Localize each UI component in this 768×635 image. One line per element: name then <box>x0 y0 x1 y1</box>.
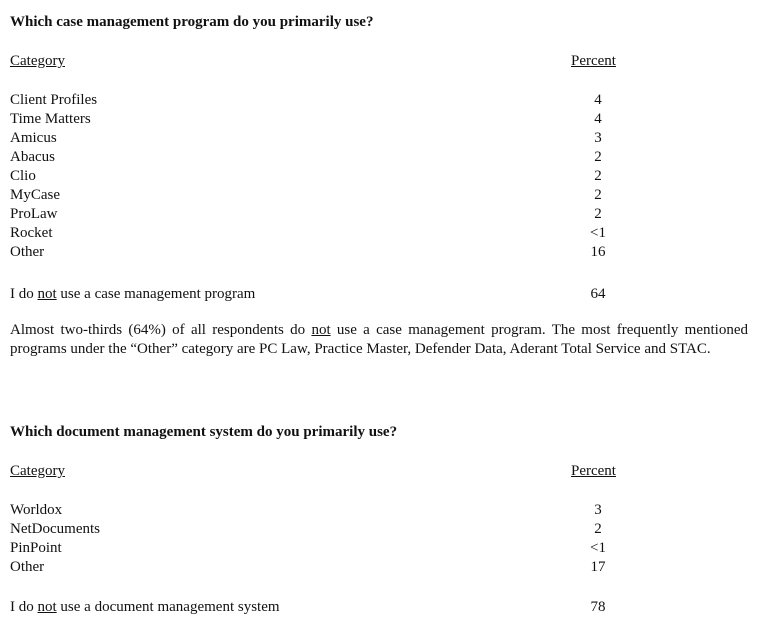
table-row-value: 4 <box>594 111 602 127</box>
question-case-management: Which case management program do you primarily use? <box>10 14 374 30</box>
table-row-label: NetDocuments <box>10 521 100 537</box>
table-row-value: 4 <box>594 92 602 108</box>
no-case-management-label: I do not use a case management program <box>10 286 256 302</box>
table-row-label: Abacus <box>10 149 55 165</box>
table-row-value: 3 <box>594 502 602 518</box>
no-document-management-label: I do not use a document management system <box>10 599 280 615</box>
table-row-label: MyCase <box>10 187 60 203</box>
table-row-label: Time Matters <box>10 111 91 127</box>
percent-header: Percent <box>571 53 616 69</box>
table-row-value: 17 <box>590 559 606 575</box>
table-row-label: Other <box>10 244 45 260</box>
table-row-value: 2 <box>594 168 602 184</box>
category-header: Category <box>10 53 65 69</box>
table-row-label: Worldox <box>10 502 63 518</box>
table-row-value: 2 <box>594 187 602 203</box>
table-row-label: Amicus <box>10 130 57 146</box>
no-case-management-value: 64 <box>590 286 606 302</box>
table-row-value: 3 <box>594 130 602 146</box>
table-row-value: 16 <box>590 244 606 260</box>
table-row-label: Clio <box>10 168 36 184</box>
table-row-value: 2 <box>594 206 602 222</box>
question-document-management: Which document management system do you primarily use? <box>10 424 398 440</box>
table-row-label: ProLaw <box>10 206 58 222</box>
table-row-value: 2 <box>594 521 602 537</box>
percent-header: Percent <box>571 463 616 479</box>
table-row-value: <1 <box>590 540 606 556</box>
table-row-label: Client Profiles <box>10 92 98 108</box>
table-row-label: Rocket <box>10 225 53 241</box>
table-row-label: PinPoint <box>10 540 62 556</box>
table-row-value: <1 <box>590 225 606 241</box>
table-row-value: 2 <box>594 149 602 165</box>
no-document-management-value: 78 <box>590 599 606 615</box>
table-row-label: Other <box>10 559 45 575</box>
category-header: Category <box>10 463 65 479</box>
case-management-summary: Almost two-thirds (64%) of all respondents do not use a case management program. The most frequently mentioned programs under the “Other” category are PC Law, Practice Master, Defender Data, Aderant Total Service and STAC. <box>10 322 748 357</box>
